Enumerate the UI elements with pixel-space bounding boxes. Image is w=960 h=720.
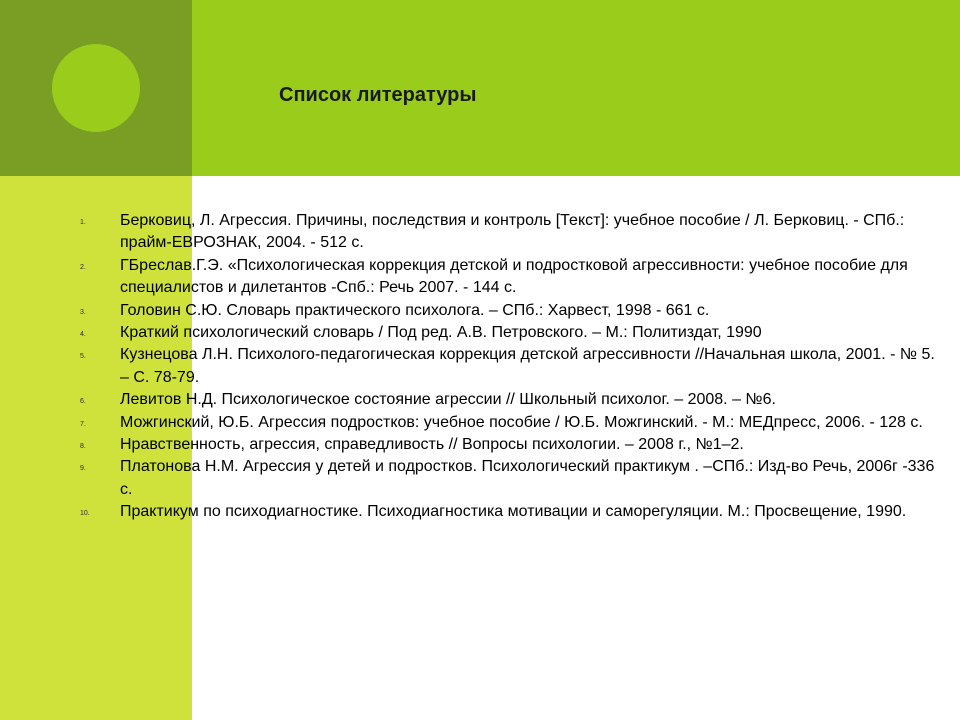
reference-number: 9. bbox=[80, 465, 86, 473]
reference-text: Левитов Н.Д. Психологическое состояние агрессии // Школьный психолог. – 2008. – №6. bbox=[120, 391, 776, 409]
reference-number: 1. bbox=[80, 219, 86, 226]
reference-item bbox=[80, 389, 940, 411]
reference-text: Краткий психологический словарь / Под ред. А.В. Петровского. – М.: Политиздат, 1990 bbox=[120, 324, 762, 342]
reference-number: 7. bbox=[80, 420, 86, 428]
reference-item bbox=[80, 255, 940, 300]
reference-item bbox=[80, 412, 940, 434]
reference-item bbox=[80, 344, 940, 389]
reference-number: 3. bbox=[80, 308, 86, 316]
slide-title: Список литературы bbox=[279, 84, 477, 106]
reference-number: 4. bbox=[80, 331, 86, 339]
reference-item bbox=[80, 300, 940, 322]
reference-number: 10. bbox=[80, 510, 90, 518]
reference-number: 6. bbox=[80, 398, 86, 406]
reference-text: Можгинский, Ю.Б. Агрессия подростков: учебное пособие / Ю.Б. Можгинский. - М.: МЕДпресс, 2006. - 128 с. bbox=[120, 413, 923, 431]
reference-item bbox=[80, 501, 940, 523]
reference-number: 8. bbox=[80, 443, 86, 451]
reference-text: Головин С.Ю. Словарь практического психолога. – СПб.: Харвест, 1998 - 661 с. bbox=[120, 301, 710, 319]
reference-number: 2. bbox=[80, 263, 86, 271]
reference-text: Кузнецова Л.Н. Психолого-педагогическая коррекция детской агрессивности //Начальная школа, 2001. - № 5. – С. 78-79. bbox=[120, 346, 935, 386]
reference-item bbox=[80, 322, 940, 344]
decorative-circle bbox=[52, 44, 140, 132]
reference-number: 5. bbox=[80, 353, 86, 361]
reference-text: Платонова Н.М. Агрессия у детей и подростков. Психологический практикум . –СПб.: Изд-во Речь, 2006г -336 с. bbox=[120, 458, 935, 498]
reference-text: ГБреслав.Г.Э. «Психологическая коррекция детской и подростковой агрессивности: учебное пособие для специалистов и дилетантов -Спб.: Речь 2007. - 144 с. bbox=[120, 256, 908, 297]
reference-text: Нравственность, агрессия, справедливость // Вопросы психологии. – 2008 г., №1–2. bbox=[120, 436, 744, 454]
reference-item bbox=[80, 434, 940, 456]
reference-item bbox=[80, 210, 940, 255]
reference-list bbox=[80, 210, 940, 524]
reference-text: Берковиц, Л. Агрессия. Причины, последствия и контроль [Текст]: учебное пособие / Л. Берковиц. - СПб.: прайм-ЕВРОЗНАК, 2004. - 512 с. bbox=[120, 212, 905, 252]
reference-item bbox=[80, 456, 940, 501]
reference-text: Практикум по психодиагностике. Психодиагностика мотивации и саморегуляции. М.: Просвещение, 1990. bbox=[120, 503, 907, 521]
